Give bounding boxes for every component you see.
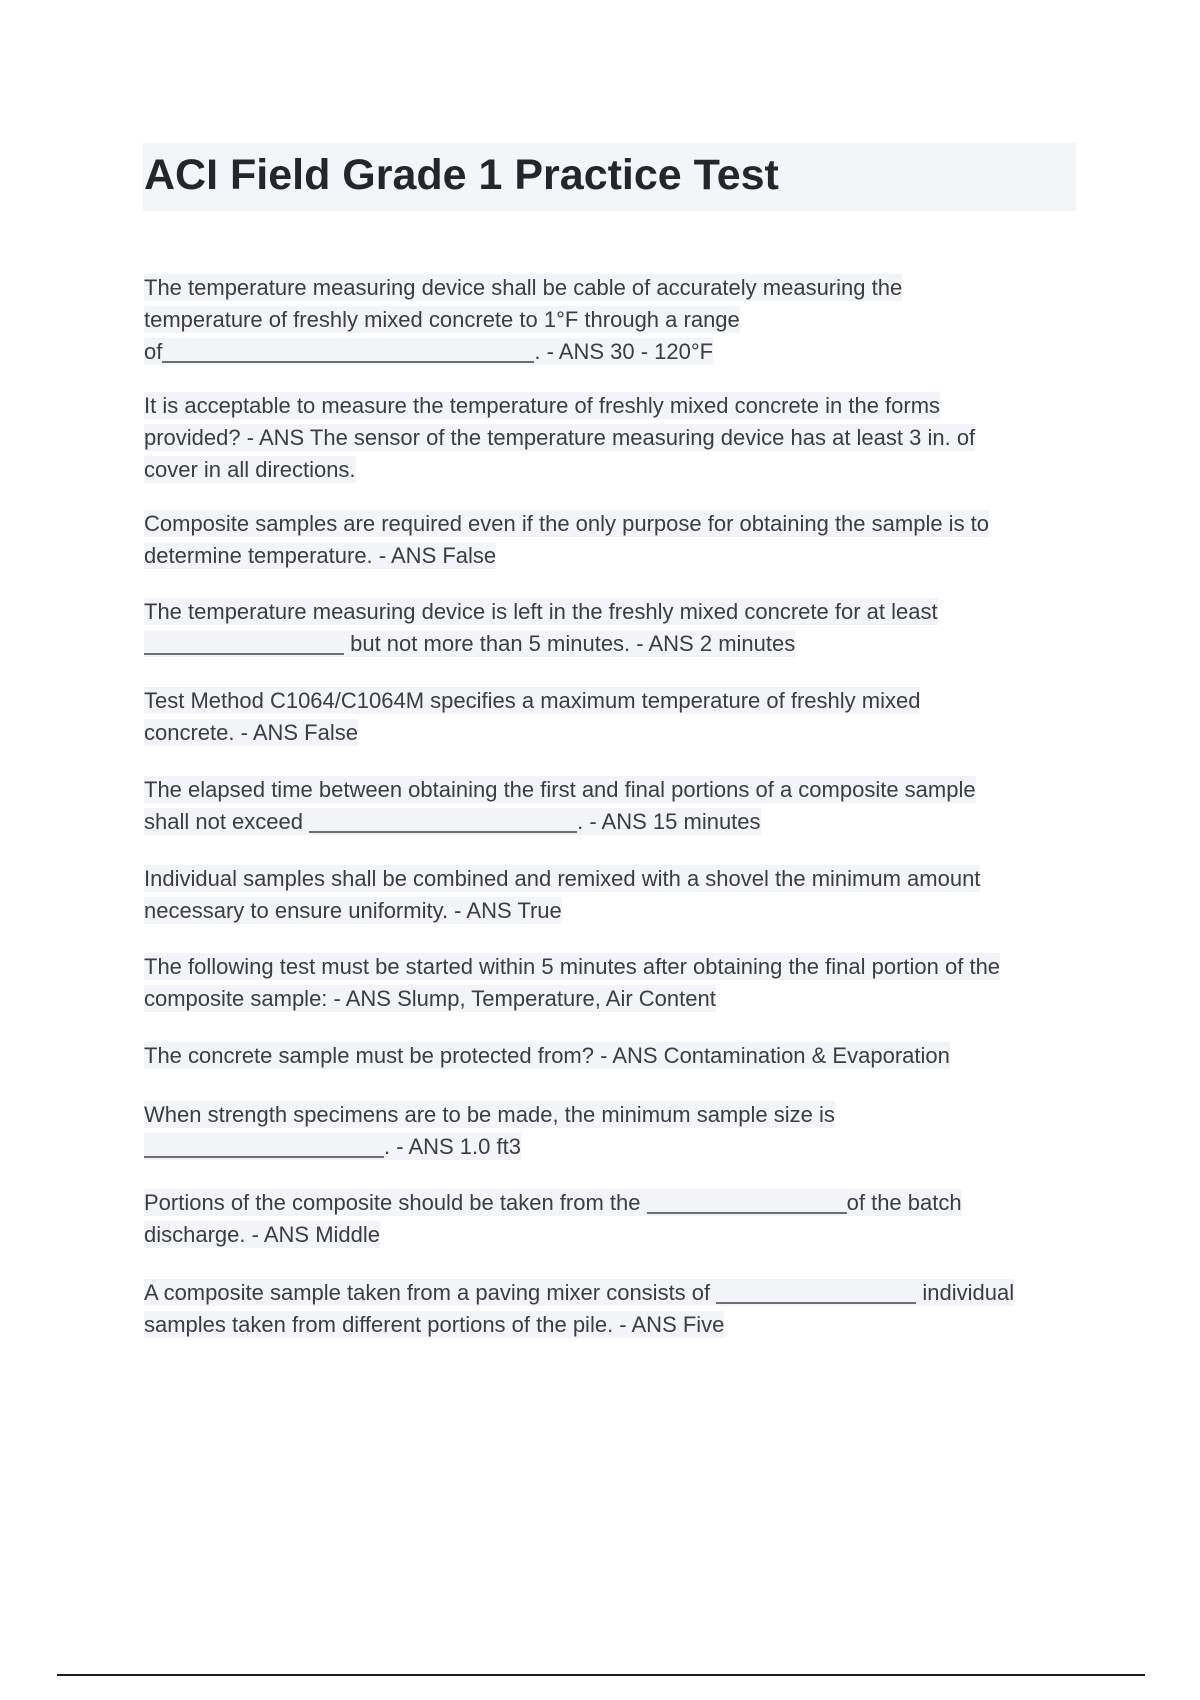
question-line — [144, 806, 1084, 838]
question-text — [144, 1279, 1014, 1306]
text-after-blank: . - ANS 15 minutes — [577, 809, 761, 834]
question-text: The concrete sample must be protected from? - ANS Contamination & Evaporation — [144, 1043, 950, 1068]
question-item — [144, 863, 1084, 927]
question-text: composite sample: - ANS Slump, Temperature, Air Content — [144, 986, 716, 1011]
page-title: ACI Field Grade 1 Practice Test — [144, 151, 779, 199]
question-text: cover in all directions. — [144, 457, 356, 482]
question-line — [144, 1131, 1084, 1163]
question-line — [144, 951, 1084, 983]
question-text — [144, 630, 795, 657]
text-after-blank: individual — [916, 1280, 1015, 1305]
question-text — [144, 1133, 521, 1160]
question-text: Composite samples are required even if the only purpose for obtaining the sample is to — [144, 511, 990, 536]
question-text: concrete. - ANS False — [144, 720, 358, 745]
question-text — [144, 1189, 962, 1216]
question-line — [144, 863, 1084, 895]
question-line — [144, 508, 1084, 540]
question-item — [144, 272, 1084, 368]
question-line — [144, 454, 1084, 486]
question-item — [144, 1187, 1084, 1251]
question-item — [144, 596, 1084, 660]
question-item — [144, 508, 1084, 572]
question-item — [144, 1099, 1084, 1163]
question-text — [144, 808, 761, 835]
question-line — [144, 1099, 1084, 1131]
question-line — [144, 895, 1084, 927]
question-text: When strength specimens are to be made, the minimum sample size is — [144, 1102, 835, 1127]
question-line — [144, 717, 1084, 749]
question-text: The temperature measuring device is left in the freshly mixed concrete for at least — [144, 599, 938, 624]
question-text: The temperature measuring device shall be cable of accurately measuring the — [144, 275, 903, 300]
question-line — [144, 1277, 1084, 1309]
fill-in-blank — [647, 1192, 847, 1214]
question-text: The following test must be started within 5 minutes after obtaining the final portion of the — [144, 954, 1001, 979]
text-after-blank: of the batch — [846, 1190, 962, 1215]
question-text: temperature of freshly mixed concrete to 1°F through a range — [144, 307, 740, 332]
footer-divider — [57, 1674, 1145, 1676]
fill-in-blank — [144, 1136, 384, 1158]
question-item — [144, 951, 1084, 1015]
question-item — [144, 390, 1084, 486]
fill-in-blank — [162, 341, 534, 363]
question-line — [144, 422, 1084, 454]
question-text: samples taken from different portions of the pile. - ANS Five — [144, 1312, 725, 1337]
question-item — [144, 1040, 1084, 1072]
question-item — [144, 1277, 1084, 1341]
text-after-blank: . - ANS 30 - 120°F — [534, 339, 714, 364]
question-line — [144, 596, 1084, 628]
question-line — [144, 983, 1084, 1015]
text-before-blank: of — [144, 339, 163, 364]
question-text: discharge. - ANS Middle — [144, 1222, 380, 1247]
question-text: necessary to ensure uniformity. - ANS True — [144, 898, 562, 923]
text-before-blank: shall not exceed — [144, 809, 310, 834]
question-text: It is acceptable to measure the temperature of freshly mixed concrete in the forms — [144, 393, 941, 418]
question-line — [144, 1187, 1084, 1219]
question-item — [144, 774, 1084, 838]
question-line — [144, 304, 1084, 336]
text-before-blank: Portions of the composite should be taken from the — [144, 1190, 647, 1215]
question-line — [144, 1309, 1084, 1341]
text-after-blank: . - ANS 1.0 ft3 — [384, 1134, 521, 1159]
text-before-blank: A composite sample taken from a paving mixer consists of — [144, 1280, 717, 1305]
question-line — [144, 336, 1084, 368]
question-line — [144, 628, 1084, 660]
question-text: determine temperature. - ANS False — [144, 543, 497, 568]
question-text: The elapsed time between obtaining the first and final portions of a composite sample — [144, 777, 976, 802]
question-text: provided? - ANS The sensor of the temperature measuring device has at least 3 in. of — [144, 425, 976, 450]
fill-in-blank — [144, 633, 344, 655]
question-line — [144, 774, 1084, 806]
question-item — [144, 685, 1084, 749]
question-text: Test Method C1064/C1064M specifies a maximum temperature of freshly mixed — [144, 688, 921, 713]
question-line — [144, 390, 1084, 422]
question-line — [144, 1040, 1084, 1072]
question-line — [144, 1219, 1084, 1251]
question-text: Individual samples shall be combined and remixed with a shovel the minimum amount — [144, 866, 981, 891]
fill-in-blank — [716, 1282, 916, 1304]
question-line — [144, 272, 1084, 304]
question-line — [144, 540, 1084, 572]
text-after-blank: but not more than 5 minutes. - ANS 2 minutes — [344, 631, 796, 656]
question-line — [144, 685, 1084, 717]
question-text — [144, 338, 713, 365]
fill-in-blank — [309, 811, 577, 833]
